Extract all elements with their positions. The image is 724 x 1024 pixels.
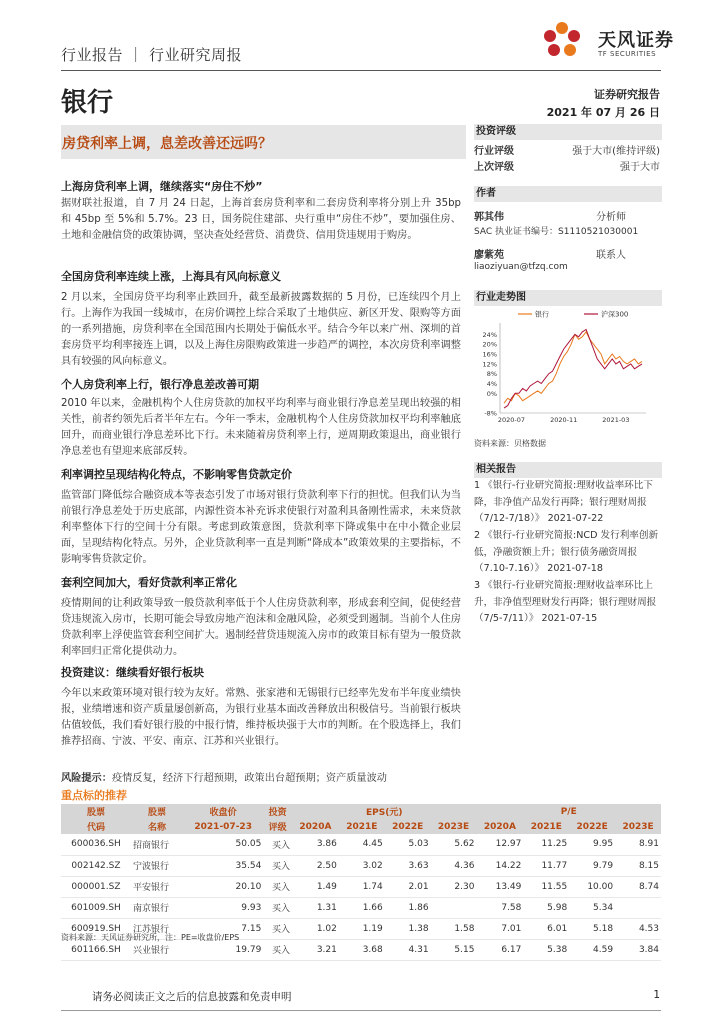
section-heading-4: 利率调控呈现结构化特点，不影响零售贷款定价 [61, 468, 292, 481]
table-cell: 35.54 [183, 855, 263, 876]
chart-y-tick-label: -8% [484, 409, 497, 418]
report-type: 证券研究报告 [594, 88, 660, 101]
th2-col-2: 2021-07-23 [183, 819, 263, 834]
rating-heading: 投资评级 [474, 124, 662, 140]
trend-chart-svg [474, 305, 664, 425]
table-cell: 9.95 [569, 834, 615, 855]
author1-name: 郭其伟 [474, 212, 504, 223]
author-heading: 作者 [474, 186, 662, 202]
table-cell: 5.98 [523, 897, 569, 918]
industry-rating-label: 行业评级 [474, 146, 514, 157]
table-cell: 6.01 [523, 918, 569, 939]
table-cell: 8.91 [615, 834, 661, 855]
table-cell: 7.01 [476, 918, 523, 939]
table-header-row-1 [61, 804, 661, 819]
chart-heading: 行业走势图 [474, 290, 662, 306]
table-cell: 002142.SZ [61, 855, 131, 876]
footer-disclaimer: 请务必阅读正文之后的信息披露和免责申明 [92, 991, 292, 1003]
table-cell: 9.93 [183, 897, 263, 918]
author2-name: 廖紫苑 [474, 250, 504, 261]
chart-x-tick-label: 2021-03 [602, 416, 630, 424]
table-cell: 4.36 [431, 855, 477, 876]
company-name-cn: 天风证券 [598, 30, 674, 51]
risk-text: 疫情反复，经济下行超预期，政策出台超预期；资产质量波动 [111, 773, 387, 784]
table-cell: 601009.SH [61, 897, 131, 918]
related-report-1[interactable]: 1 《银行-行业研究简报:理财收益率环比下降，非净值产品发行再降；银行理财周报（7/12-7/18）》 2021-07-22 [474, 480, 653, 524]
table-cell: 4.53 [615, 918, 661, 939]
th-rating-1: 投资 [263, 804, 292, 819]
table-cell: 买入 [263, 918, 292, 939]
table-title: 重点标的推荐 [61, 789, 127, 802]
table-cell: 20.10 [183, 876, 263, 897]
th2-col-0: 代码 [61, 819, 131, 834]
table-cell: 3.21 [292, 939, 339, 960]
table-cell: 1.86 [385, 897, 431, 918]
section-heading-1: 上海房贷利率上调，继续落实“房住不炒” [61, 180, 263, 193]
table-cell: 5.34 [569, 897, 615, 918]
table-cell: 600036.SH [61, 834, 131, 855]
chart-x-tick-label: 2020-11 [550, 416, 578, 424]
table-cell: 50.05 [183, 834, 263, 855]
section-text-1: 据财联社报道，自 7 月 24 日起，上海首套房贷利率和二套房贷利率将分别上升 35bp 和 45bp 至 5%和 5.7%。23 日，国务院住建部、央行重申“房住不炒”，要加强住房、土地和金融信贷的政策协调，坚决查处经营贷、消费贷、信用贷违规用于购房。 [61, 198, 461, 241]
table-cell: 1.66 [339, 897, 385, 918]
company-name-en: TF SECURITIES [598, 50, 657, 58]
related-report-2[interactable]: 2 《银行-行业研究简报:NCD 发行利率创新低，净融资额上升；银行债务融资周报（7.10-7.16）》 2021-07-18 [474, 530, 659, 574]
section-heading-2: 全国房贷利率连续上涨，上海具有风向标意义 [61, 270, 281, 283]
chart-y-tick-label: 0% [486, 389, 497, 398]
th2-col-4: 2020A [292, 819, 339, 834]
table-cell: 6.17 [476, 939, 523, 960]
table-cell: 600919.SH [61, 918, 131, 939]
chart-y-tick-label: 20% [482, 340, 497, 349]
table-cell [431, 897, 477, 918]
chart-y-tick-label: 4% [486, 380, 497, 389]
table-cell: 1.49 [292, 876, 339, 897]
table-cell: 1.02 [292, 918, 339, 939]
section-text-2: 2 月以来，全国房贷平均利率止跌回升，截至最新披露数据的 5 月份，已连续四个月上行。上海作为我国一线城市，在房价调控上综合采取了土地供应、新区开发、限购等方面的一系列措施，房贷利率在全国范围内长期处于偏低水平。结合今年以来广州、深圳的首套房贷平均利率接连上调，以及上海住房限购政策进一步趋严的调控，本次房贷利率调整具有较强的风向标意义。 [61, 292, 461, 367]
section-text-4: 监管部门降低综合融资成本等表态引发了市场对银行贷款利率下行的担忧。但我们认为当前银行净息差处于历史底部，内源性资本补充诉求使银行对盈利具备刚性需求，未来贷款利率整体下行的空间十分有限。考虑到政策意图，贷款利率下降或集中在中小微企业层面，呈现结构化特点。另外，企业贷款利率一直是判断“降成本”政策效果的主要指标，不影响零售贷款定价。 [61, 490, 461, 565]
table-row [61, 834, 661, 855]
th2-col-11: 2023E [615, 819, 661, 834]
table-cell: 3.68 [339, 939, 385, 960]
table-row [61, 897, 661, 918]
table-cell: 1.31 [292, 897, 339, 918]
table-cell: 3.63 [385, 855, 431, 876]
header-divider [61, 70, 661, 71]
main-title: 房贷利率上调，息差改善还远吗？ [62, 136, 272, 152]
table-cell: 4.45 [339, 834, 385, 855]
table-cell: 宁波银行 [131, 855, 183, 876]
table-cell: 5.18 [569, 918, 615, 939]
industry-name: 银行 [61, 88, 114, 118]
table-cell: 11.77 [523, 855, 569, 876]
author2-role: 联系人 [596, 250, 626, 261]
table-cell: 买入 [263, 834, 292, 855]
chart-legend-label-0: 银行 [535, 310, 549, 319]
author2-row [474, 246, 662, 260]
table-cell: 2.50 [292, 855, 339, 876]
table-cell: 3.84 [615, 939, 661, 960]
chart-source: 资料来源：贝格数据 [474, 439, 546, 448]
table-cell: 7.58 [476, 897, 523, 918]
section-text-3: 2010 年以来，金融机构个人住房贷款的加权平均利率与商业银行净息差呈现出较强的相关性，前者约领先后者半年左右。今年一季末，金融机构个人住房贷款加权平均利率触底回升，而商业银行净息差环比下行。未来随着房贷利率上行，逆周期政策退出，商业银行净息差也有望迎来底部反转。 [61, 398, 461, 457]
table-cell: 7.15 [183, 918, 263, 939]
table-row [61, 855, 661, 876]
th-code-1: 股票 [61, 804, 131, 819]
th2-col-3: 评级 [263, 819, 292, 834]
table-cell: 买入 [263, 876, 292, 897]
table-cell: 5.15 [431, 939, 477, 960]
table-cell: 1.74 [339, 876, 385, 897]
author2-email[interactable]: liaoziyuan@tfzq.com [474, 262, 568, 272]
table-cell: 江苏银行 [131, 918, 183, 939]
table-note: 资料来源：天风证券研究所，注：PE=收盘价/EPS [61, 933, 240, 942]
footer-divider [61, 1010, 661, 1011]
industry-rating-row [474, 142, 662, 156]
page-number: 1 [653, 989, 660, 1001]
table-cell: 1.19 [339, 918, 385, 939]
author1-cert: SAC 执业证书编号：S1110521030001 [474, 227, 639, 237]
section-heading-5: 套利空间加大，看好贷款利率正常化 [61, 576, 237, 589]
table-cell: 11.55 [523, 876, 569, 897]
related-heading: 相关报告 [474, 462, 662, 478]
table-cell: 招商银行 [131, 834, 183, 855]
table-cell: 南京银行 [131, 897, 183, 918]
th2-col-1: 名称 [131, 819, 183, 834]
section-text-6: 今年以来政策环境对银行较为友好。常熟、张家港和无锡银行已经率先发布半年度业绩快报，业绩增速和资产质量屡创新高，为银行业基本面改善释放出积极信号。当前银行板块估值较低，我们看好银行股的中报行情，维持板块强于大市的判断。在个股选择上，我们推荐招商、宁波、平安、南京、江苏和兴业银行。 [61, 688, 461, 747]
table-cell: 5.62 [431, 834, 477, 855]
risk-warning [61, 771, 461, 787]
author1-role: 分析师 [596, 212, 626, 223]
chart-y-tick-label: 16% [482, 350, 497, 359]
table-cell [615, 897, 661, 918]
industry-rating-value: 强于大市(维持评级) [572, 146, 660, 157]
table-cell: 1.38 [385, 918, 431, 939]
chart-x-tick-label: 2020-07 [497, 416, 526, 424]
table-cell: 3.02 [339, 855, 385, 876]
th2-col-9: 2021E [523, 819, 569, 834]
table-cell: 2.30 [431, 876, 477, 897]
trend-chart [474, 305, 664, 425]
section-heading-3: 个人房贷利率上行，银行净息差改善可期 [61, 378, 259, 391]
table-cell: 2.01 [385, 876, 431, 897]
section-heading-6: 投资建议：继续看好银行板块 [61, 666, 204, 679]
table-header-row-2 [61, 819, 661, 834]
table-row [61, 876, 661, 897]
table-cell: 8.74 [615, 876, 661, 897]
table-cell: 11.25 [523, 834, 569, 855]
th-pe: P/E [476, 804, 661, 819]
table-cell: 买入 [263, 855, 292, 876]
table-cell: 13.49 [476, 876, 523, 897]
th2-col-6: 2022E [385, 819, 431, 834]
prev-rating-label: 上次评级 [474, 162, 514, 173]
table-cell: 买入 [263, 939, 292, 960]
table-cell: 12.97 [476, 834, 523, 855]
chart-legend-label-1: 沪深300 [601, 310, 629, 319]
table-cell: 14.22 [476, 855, 523, 876]
table-cell: 8.15 [615, 855, 661, 876]
chart-y-tick-label: 8% [486, 370, 497, 379]
th2-col-5: 2021E [339, 819, 385, 834]
th2-col-7: 2023E [431, 819, 477, 834]
table-cell: 10.00 [569, 876, 615, 897]
chart-y-tick-label: 12% [482, 360, 497, 369]
table-cell: 买入 [263, 897, 292, 918]
chart-series-line-1 [504, 330, 642, 409]
th2-col-8: 2020A [476, 819, 523, 834]
logo-icon [534, 14, 594, 68]
table-cell: 5.38 [523, 939, 569, 960]
th-eps: EPS(元) [292, 804, 476, 819]
related-report-3[interactable]: 3 《银行-行业研究简报:理财收益率环比上升，非净值型理财发行再降；银行理财周报（7/5-7/11）》 2021-07-15 [474, 580, 657, 624]
table-cell: 601166.SH [61, 939, 131, 960]
risk-label: 风险提示： [61, 773, 112, 784]
section-text-5: 疫情期间的让利政策导致一般贷款利率低于个人住房贷款利率，形成套利空间，促使经营贷违规流入房市，长期可能会导致房地产泡沫和金融风险，必须受到遏制。当前个人住房贷款利率上浮使监管套利空间扩大。遏制经营贷违规流入房市的政策目标有望为一般贷款利率回归正常化提供动力。 [61, 598, 461, 657]
table-cell: 4.31 [385, 939, 431, 960]
table-cell: 平安银行 [131, 876, 183, 897]
table-cell: 000001.SZ [61, 876, 131, 897]
chart-series-line-0 [504, 332, 642, 403]
th-name-1: 股票 [131, 804, 183, 819]
author1-row [474, 208, 662, 222]
table-cell: 9.79 [569, 855, 615, 876]
report-category: 行业报告 ｜ 行业研究周报 [61, 46, 243, 64]
table-cell: 兴业银行 [131, 939, 183, 960]
table-cell: 4.59 [569, 939, 615, 960]
th-close-1: 收盘价 [183, 804, 263, 819]
table-cell: 1.58 [431, 918, 477, 939]
table-cell: 19.79 [183, 939, 263, 960]
th2-col-10: 2022E [569, 819, 615, 834]
prev-rating-row [474, 158, 662, 172]
table-cell: 3.86 [292, 834, 339, 855]
report-date: 2021 年 07 月 26 日 [546, 106, 660, 119]
prev-rating-value: 强于大市 [620, 162, 660, 173]
table-cell: 5.03 [385, 834, 431, 855]
chart-y-tick-label: 24% [482, 330, 497, 339]
